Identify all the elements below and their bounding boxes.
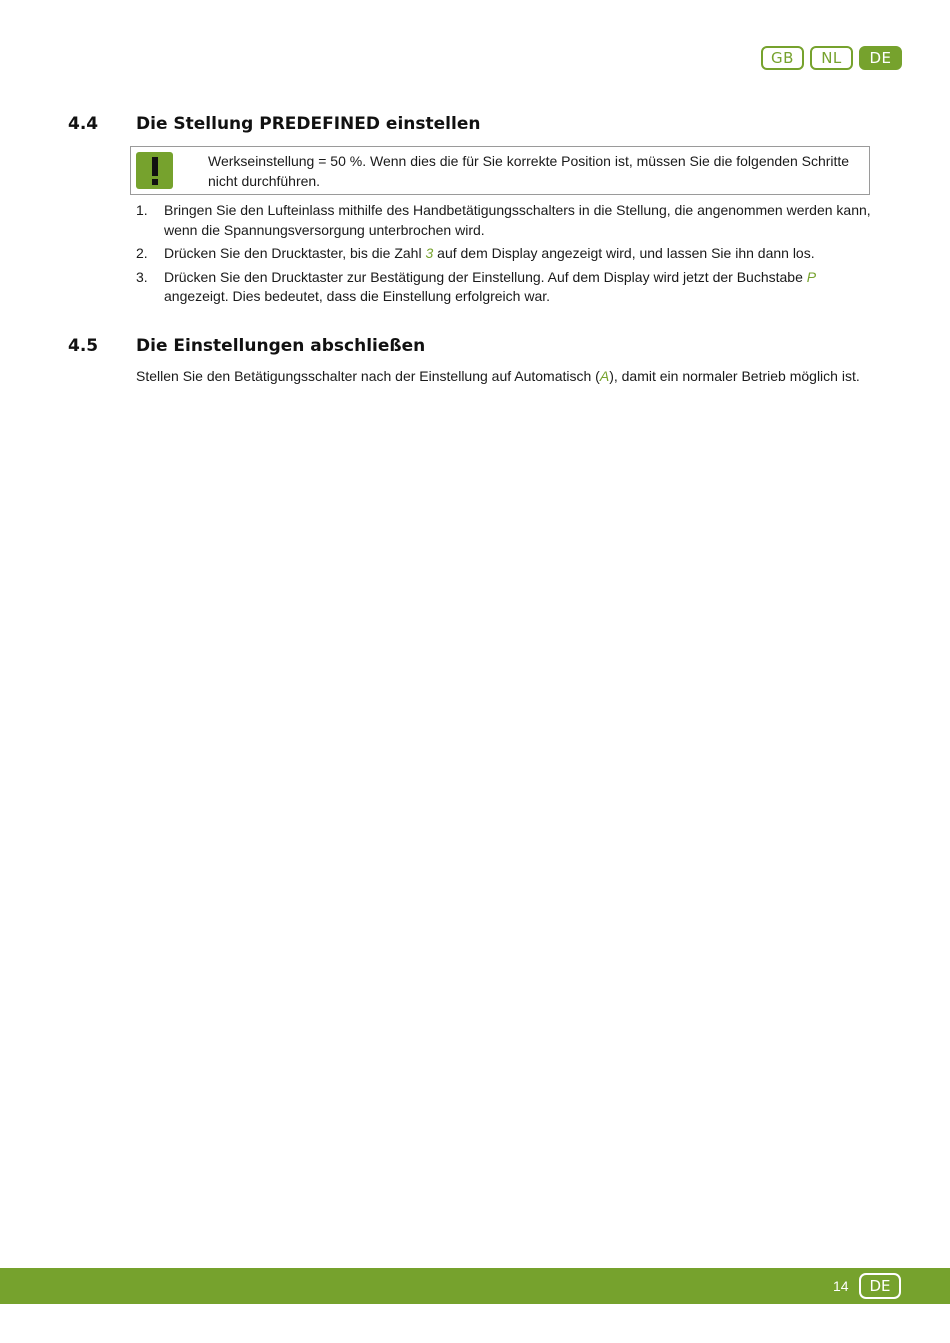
language-tabs — [761, 46, 902, 70]
list-item — [136, 201, 872, 240]
lang-tab-nl[interactable]: NL — [810, 46, 853, 70]
section-4-5-paragraph: Stellen Sie den Betätigungsschalter nach der Einstellung auf Automatisch (A), damit ein normaler Betrieb möglich ist. — [136, 368, 860, 384]
note-box — [130, 146, 870, 195]
lang-tab-gb[interactable]: GB — [761, 46, 804, 70]
display-value: A — [599, 368, 610, 384]
display-value: 3 — [425, 245, 434, 261]
lang-tab-de[interactable]: DE — [859, 46, 902, 70]
step-text: Drücken Sie den Drucktaster, bis die Zahl 3 auf dem Display angezeigt wird, und lassen Sie ihn dann los. — [164, 245, 815, 261]
display-value: P — [806, 268, 817, 285]
steps-list — [136, 201, 872, 311]
step-text: Drücken Sie den Drucktaster zur Bestätigung der Einstellung. Auf dem Display wird jetzt der Buchstabe P angezeigt. Dies bedeutet, dass die Einstellung erfolgreich war. — [164, 268, 817, 304]
step-number: 2. — [136, 245, 148, 261]
step-text: Bringen Sie den Lufteinlass mithilfe des Handbetätigungsschalters in die Stellung, die angenommen werden kann, wenn die Spannungsversorgung unterbrochen wird. — [164, 202, 871, 238]
list-item — [136, 268, 872, 307]
list-item — [136, 244, 872, 264]
footer-bar — [0, 1268, 950, 1304]
note-text: Werkseinstellung = 50 %. Wenn dies die für Sie korrekte Position ist, müssen Sie die folgenden Schritte nicht durchführen. — [208, 153, 850, 189]
page-number: 14 — [833, 1278, 849, 1294]
step-number: 1. — [136, 202, 148, 218]
section-title: Die Einstellungen abschließen — [136, 336, 426, 356]
section-title: Die Stellung PREDEFINED einstellen — [136, 114, 481, 134]
footer-language-badge: DE — [859, 1273, 901, 1299]
section-number: 4.4 — [68, 114, 99, 134]
warning-exclamation-icon — [136, 152, 173, 189]
section-number: 4.5 — [68, 336, 99, 356]
step-number: 3. — [136, 268, 148, 285]
